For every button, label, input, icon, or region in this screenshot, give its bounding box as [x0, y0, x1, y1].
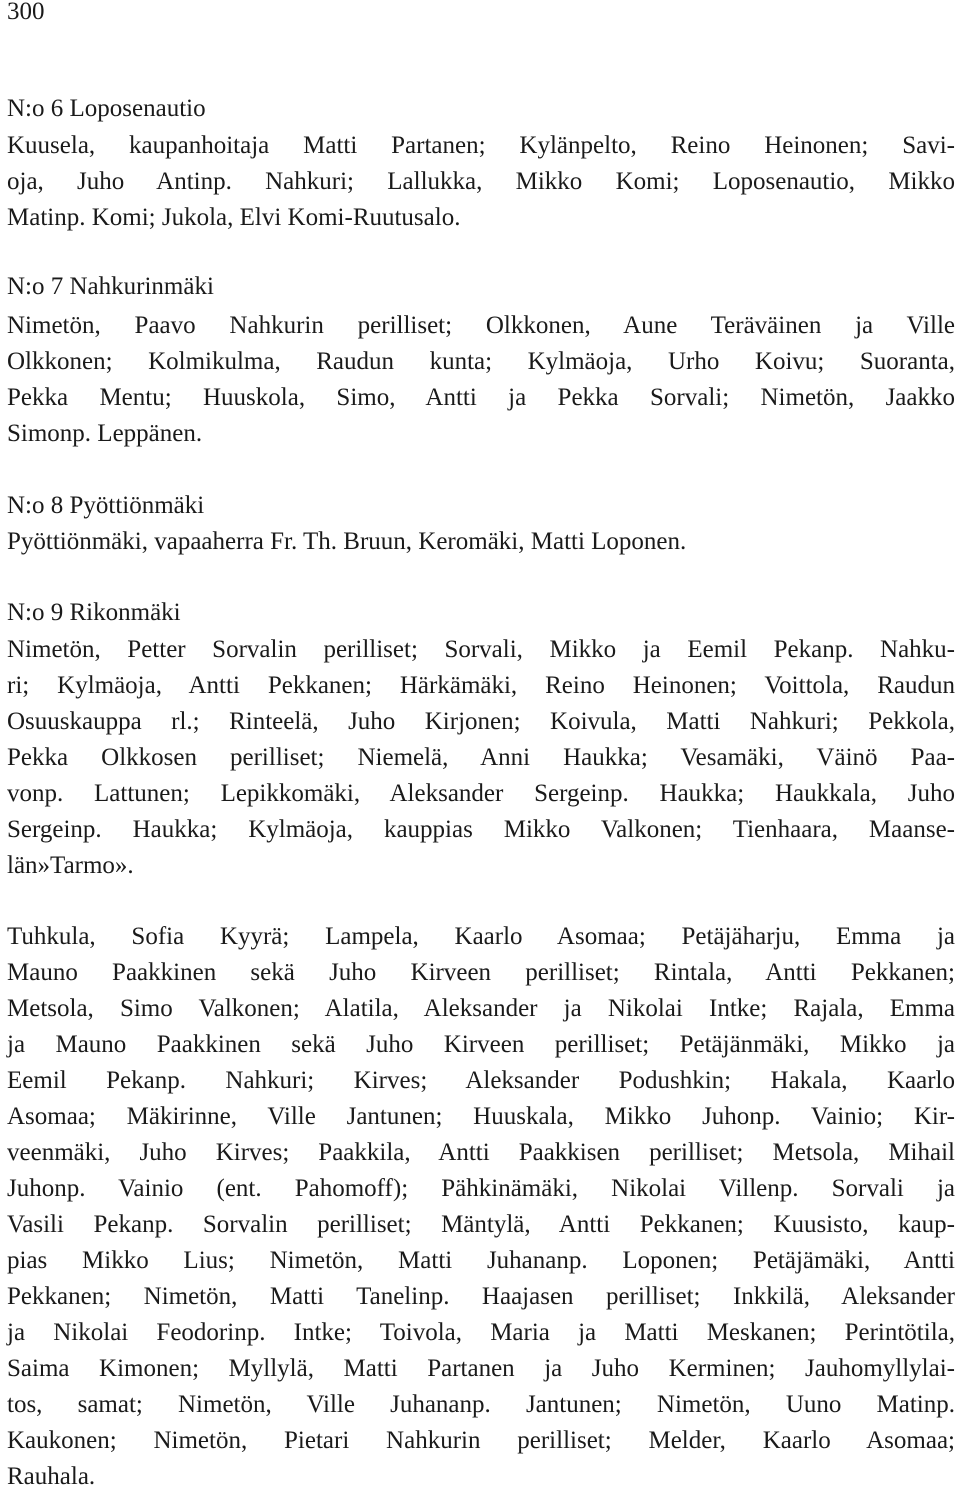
text-line: vonp. Lattunen; Lepikkomäki, Aleksander Sergeinp. Haukka; Haukkala, Juho	[7, 780, 955, 807]
text-line: Pekkanen; Nimetön, Matti Tanelinp. Haajasen perilliset; Inkkilä, Aleksander	[7, 1283, 955, 1310]
text-line: Kuusela, kaupanhoitaja Matti Partanen; Kylänpelto, Reino Heinonen; Savi-	[7, 132, 955, 159]
section-body-6	[7, 128, 955, 236]
text-line: Metsola, Simo Valkonen; Alatila, Aleksander ja Nikolai Intke; Rajala, Emma	[7, 995, 955, 1022]
text-line: Rauhala.	[7, 1463, 96, 1490]
text-line: Asomaa; Mäkirinne, Ville Jantunen; Huuskala, Mikko Juhonp. Vainio; Kir-	[7, 1103, 955, 1130]
text-line: Vasili Pekanp. Sorvalin perilliset; Mäntylä, Antti Pekkanen; Kuusisto, kaup-	[7, 1211, 955, 1238]
text-line: Juhonp. Vainio (ent. Pahomoff); Pähkinämäki, Nikolai Villenp. Sorvali ja	[7, 1175, 955, 1202]
section-heading-9: N:o 9 Rikonmäki	[7, 599, 181, 626]
section-heading-8: N:o 8 Pyöttiönmäki	[7, 492, 205, 519]
text-line: ja Nikolai Feodorinp. Intke; Toivola, Maria ja Matti Meskanen; Perintötila,	[7, 1319, 955, 1346]
text-line: Sergeinp. Haukka; Kylmäoja, kauppias Mikko Valkonen; Tienhaara, Maanse-	[7, 816, 955, 843]
text-line: Olkkonen; Kolmikulma, Raudun kunta; Kylmäoja, Urho Koivu; Suoranta,	[7, 348, 955, 375]
text-line: tos, samat; Nimetön, Ville Juhananp. Jantunen; Nimetön, Uuno Matinp.	[7, 1391, 955, 1418]
text-line: ri; Kylmäoja, Antti Pekkanen; Härkämäki, Reino Heinonen; Voittola, Raudun	[7, 672, 955, 699]
section-body-8	[7, 524, 955, 560]
text-line: Saima Kimonen; Myllylä, Matti Partanen ja Juho Kerminen; Jauhomyllylai-	[7, 1355, 955, 1382]
section-body-9	[7, 632, 955, 884]
text-line: Nimetön, Petter Sorvalin perilliset; Sorvali, Mikko ja Eemil Pekanp. Nahku-	[7, 636, 955, 663]
section-body-7	[7, 308, 955, 452]
text-line: Matinp. Komi; Jukola, Elvi Komi-Ruutusalo.	[7, 204, 461, 231]
section-heading-6: N:o 6 Loposenautio	[7, 95, 206, 122]
text-line: Tuhkula, Sofia Kyyrä; Lampela, Kaarlo Asomaa; Petäjäharju, Emma ja	[7, 923, 955, 950]
section-heading-7: N:o 7 Nahkurinmäki	[7, 273, 214, 300]
text-line: veenmäki, Juho Kirves; Paakkila, Antti Paakkisen perilliset; Metsola, Mihail	[7, 1139, 955, 1166]
text-line: Pyöttiönmäki, vapaaherra Fr. Th. Bruun, Keromäki, Matti Loponen.	[7, 528, 687, 555]
text-line: Pekka Olkkosen perilliset; Niemelä, Anni Haukka; Vesamäki, Väinö Paa-	[7, 744, 955, 771]
text-line: pias Mikko Lius; Nimetön, Matti Juhananp. Loponen; Petäjämäki, Antti	[7, 1247, 955, 1274]
text-line: Osuuskauppa rl.; Rinteelä, Juho Kirjonen; Koivula, Matti Nahkuri; Pekkola,	[7, 708, 955, 735]
text-line: Mauno Paakkinen sekä Juho Kirveen perilliset; Rintala, Antti Pekkanen;	[7, 959, 955, 986]
text-line: Pekka Mentu; Huuskola, Simo, Antti ja Pekka Sorvali; Nimetön, Jaakko	[7, 384, 955, 411]
text-line: Kaukonen; Nimetön, Pietari Nahkurin perilliset; Melder, Kaarlo Asomaa;	[7, 1427, 955, 1454]
text-line: län»Tarmo».	[7, 852, 134, 879]
section-body-continued	[7, 919, 955, 1495]
page-number: 300	[7, 0, 45, 25]
text-line: oja, Juho Antinp. Nahkuri; Lallukka, Mikko Komi; Loposenautio, Mikko	[7, 168, 955, 195]
text-line: Simonp. Leppänen.	[7, 420, 203, 447]
text-line: Nimetön, Paavo Nahkurin perilliset; Olkkonen, Aune Teräväinen ja Ville	[7, 312, 955, 339]
text-line: ja Mauno Paakkinen sekä Juho Kirveen perilliset; Petäjänmäki, Mikko ja	[7, 1031, 955, 1058]
text-line: Eemil Pekanp. Nahkuri; Kirves; Aleksander Podushkin; Hakala, Kaarlo	[7, 1067, 955, 1094]
